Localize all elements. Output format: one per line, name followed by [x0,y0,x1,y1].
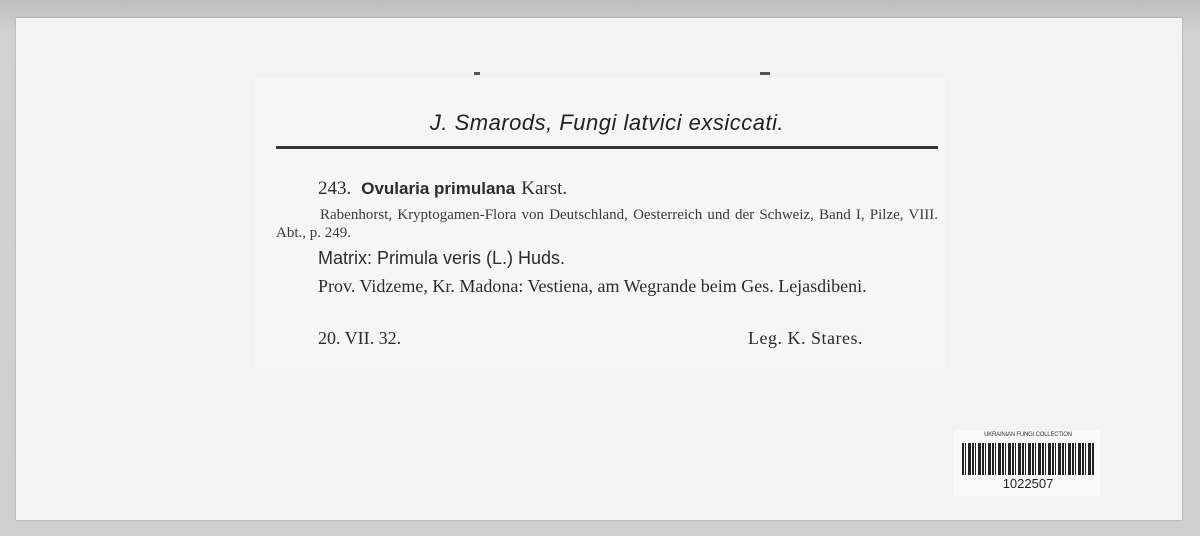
species-entry [318,178,567,200]
entry-number: 243. [318,178,352,199]
title-rule [276,146,938,149]
barcode-number: 1022507 [1002,476,1054,491]
barcode-bars [962,443,1094,475]
collection-title: J. Smarods, Fungi latvici exsiccati. [429,110,785,135]
collection-date: 20. VII. 32. [318,328,402,348]
literature-reference: Rabenhorst, Kryptogamen-Flora von Deutschland, Oesterreich und der Schweiz, Band I, Pilze, VIII. Abt., p. 249. [276,207,938,241]
locality-text: Prov. Vidzeme, Kr. Madona: Vestiena, am Wegrande beim Ges. Lejasdibeni. [318,276,867,296]
collector-name: Leg. K. Stares. [748,328,863,348]
barcode-caption: UKRAINIAN FUNGI COLLECTION [984,432,1072,438]
print-mark [760,72,770,75]
species-author: Karst. [521,178,568,199]
species-name: Ovularia primulana [361,179,516,198]
matrix-line: Matrix: Primula veris (L.) Huds. [318,248,566,268]
print-mark [474,72,480,75]
